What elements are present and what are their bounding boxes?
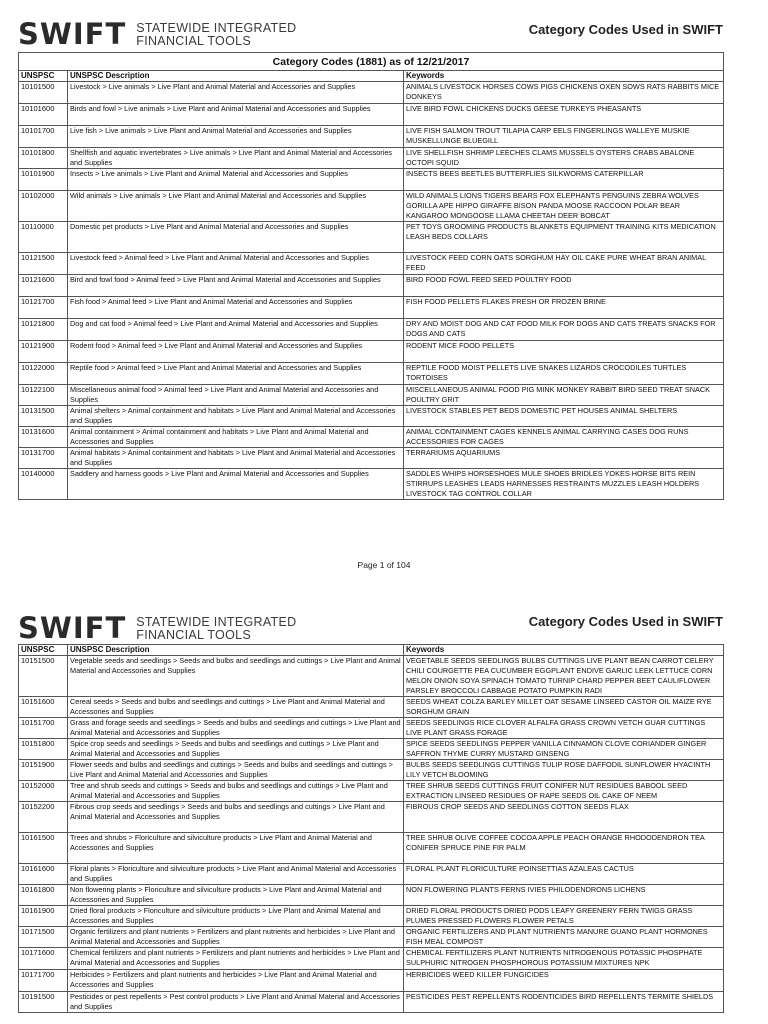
description-cell: Tree and shrub seeds and cuttings > Seeds and bulbs and seedlings and cuttings > Live Plant and Animal Material and Accessories and Supplies <box>68 781 404 802</box>
table-row <box>19 864 724 885</box>
description-cell: Herbicides > Fertilizers and plant nutrients and herbicides > Live Plant and Animal Material and Accessories and Supplies <box>68 970 404 992</box>
description-cell: Reptile food > Animal feed > Live Plant and Animal Material and Accessories and Supplies <box>68 363 404 385</box>
description-cell: Saddlery and harness goods > Live Plant and Animal Material and Accessories and Supplies <box>68 469 404 500</box>
logo-tagline-line2: FINANCIAL TOOLS <box>136 627 251 642</box>
description-cell: Shellfish and aquatic invertebrates > Live animals > Live Plant and Animal Material and Accessories and Supplies <box>68 148 404 169</box>
keywords-cell: BULBS SEEDS SEEDLINGS CUTTINGS TULIP ROSE DAFFODIL SUNFLOWER HYACINTH LILY VETCH BLOOMING <box>404 760 724 781</box>
unspsc-code-cell: 10121600 <box>19 275 68 297</box>
keywords-cell: FLORAL PLANT FLORICULTURE POINSETTIAS AZALEAS CACTUS <box>404 864 724 885</box>
table-row <box>19 253 724 275</box>
description-cell: Chemical fertilizers and plant nutrients > Fertilizers and plant nutrients and herbicides > Live Plant and Animal Material and Accessories and Supplies <box>68 948 404 970</box>
description-cell: Flower seeds and bulbs and seedlings and cuttings > Seeds and bulbs and seedlings and cuttings > Live Plant and Animal Material and Accessories and Supplies <box>68 760 404 781</box>
table-row <box>19 406 724 427</box>
keywords-cell: ORGANIC FERTILIZERS AND PLANT NUTRIENTS MANURE GUANO PLANT HORMONES FISH MEAL COMPOST <box>404 927 724 948</box>
description-cell: Floral plants > Floriculture and silviculture products > Live Plant and Animal Material and Accessories and Supplies <box>68 864 404 885</box>
description-cell: Cereal seeds > Seeds and bulbs and seedlings and cuttings > Live Plant and Animal Material and Accessories and Supplies <box>68 697 404 718</box>
unspsc-code-cell: 10122000 <box>19 363 68 385</box>
table-row <box>19 363 724 385</box>
unspsc-code-cell: 10122100 <box>19 385 68 406</box>
keywords-cell: FIBROUS CROP SEEDS AND SEEDLINGS COTTON SEEDS FLAX <box>404 802 724 833</box>
table-row <box>19 970 724 992</box>
keywords-cell: HERBICIDES WEED KILLER FUNGICIDES <box>404 970 724 992</box>
keywords-cell: INSECTS BEES BEETLES BUTTERFLIES SILKWORMS CATERPILLAR <box>404 169 724 191</box>
keywords-cell: TREE SHRUB SEEDS CUTTINGS FRUIT CONIFER NUT RESIDUES BABOOL SEED EXTRACTION LINSEED RESIDUES OF RAPE SEEDS OIL CAKE OF NEEM <box>404 781 724 802</box>
description-cell: Pesticides or pest repellents > Pest control products > Live Plant and Animal Material and Accessories and Supplies <box>68 992 404 1013</box>
unspsc-code-cell: 10101600 <box>19 104 68 126</box>
unspsc-code-cell: 10131500 <box>19 406 68 427</box>
table-row <box>19 126 724 148</box>
logo-tagline-line2: FINANCIAL TOOLS <box>136 33 251 48</box>
description-cell: Livestock > Live animals > Live Plant and Animal Material and Accessories and Supplies <box>68 82 404 104</box>
description-cell: Trees and shrubs > Floriculture and silviculture products > Live Plant and Animal Material and Accessories and Supplies <box>68 833 404 864</box>
logo-tagline-line1: STATEWIDE INTEGRATED <box>136 614 297 629</box>
column-header-keywords: Keywords <box>404 645 724 656</box>
description-cell: Vegetable seeds and seedlings > Seeds and bulbs and seedlings and cuttings > Live Plant and Animal Material and Accessories and Supplies <box>68 656 404 697</box>
description-cell: Bird and fowl food > Animal feed > Live Plant and Animal Material and Accessories and Supplies <box>68 275 404 297</box>
unspsc-code-cell: 10152200 <box>19 802 68 833</box>
table-row <box>19 191 724 222</box>
keywords-cell: LIVE BIRD FOWL CHICKENS DUCKS GEESE TURKEYS PHEASANTS <box>404 104 724 126</box>
table-row <box>19 319 724 341</box>
description-cell: Animal containment > Animal containment and habitats > Live Plant and Animal Material and Accessories and Supplies <box>68 427 404 448</box>
unspsc-code-cell: 10151800 <box>19 739 68 760</box>
table-row <box>19 718 724 739</box>
page-header <box>0 0 768 51</box>
unspsc-code-cell: 10121500 <box>19 253 68 275</box>
table-row <box>19 927 724 948</box>
keywords-cell: TERRARIUMS AQUARIUMS <box>404 448 724 469</box>
column-header-unspsc: UNSPSC <box>19 645 68 656</box>
table-row <box>19 992 724 1013</box>
table-row <box>19 760 724 781</box>
unspsc-code-cell: 10101800 <box>19 148 68 169</box>
table-body <box>19 656 724 1013</box>
keywords-cell: LIVE FISH SALMON TROUT TILAPIA CARP EELS FINGERLINGS WALLEYE MUSKIE MUSKELLUNGE BLUEGILL <box>404 126 724 148</box>
keywords-cell: SEEDS WHEAT COLZA BARLEY MILLET OAT SESAME LINSEED CASTOR OIL MAIZE RYE SORGHUM GRAIN <box>404 697 724 718</box>
table-body <box>19 82 724 500</box>
description-cell: Animal habitats > Animal containment and habitats > Live Plant and Animal Material and Accessories and Supplies <box>68 448 404 469</box>
unspsc-code-cell: 10191500 <box>19 992 68 1013</box>
unspsc-code-cell: 10151500 <box>19 656 68 697</box>
unspsc-code-cell: 10101500 <box>19 82 68 104</box>
category-codes-table <box>18 644 724 1013</box>
description-cell: Domestic pet products > Live Plant and Animal Material and Accessories and Supplies <box>68 222 404 253</box>
document-page-2 <box>0 600 768 1011</box>
unspsc-code-cell: 10101700 <box>19 126 68 148</box>
table-row <box>19 222 724 253</box>
keywords-cell: NON FLOWERING PLANTS FERNS IVIES PHILODENDRONS LICHENS <box>404 885 724 906</box>
swift-logo <box>18 611 297 645</box>
description-cell: Fish food > Animal feed > Live Plant and Animal Material and Accessories and Supplies <box>68 297 404 319</box>
table-row <box>19 148 724 169</box>
column-header-description: UNSPSC Description <box>68 645 404 656</box>
keywords-cell: BIRD FOOD FOWL FEED SEED POULTRY FOOD <box>404 275 724 297</box>
column-header-keywords: Keywords <box>404 71 724 82</box>
keywords-cell: SPICE SEEDS SEEDLINGS PEPPER VANILLA CINNAMON CLOVE CORIANDER GINGER SAFFRON THYME CURRY MUSTARD GINSENG <box>404 739 724 760</box>
unspsc-code-cell: 10140000 <box>19 469 68 500</box>
unspsc-code-cell: 10131700 <box>19 448 68 469</box>
logo-tagline <box>136 616 296 642</box>
keywords-cell: PESTICIDES PEST REPELLENTS RODENTICIDES BIRD REPELLENTS TERMITE SHIELDS <box>404 992 724 1013</box>
keywords-cell: LIVESTOCK STABLES PET BEDS DOMESTIC PET HOUSES ANIMAL SHELTERS <box>404 406 724 427</box>
table-row <box>19 448 724 469</box>
table-row <box>19 341 724 363</box>
table-row <box>19 104 724 126</box>
swift-logo <box>18 17 297 51</box>
keywords-cell: MISCELLANEOUS ANIMAL FOOD PIG MINK MONKEY RABBIT BIRD SEED TREAT SNACK POULTRY GRIT <box>404 385 724 406</box>
unspsc-code-cell: 10161900 <box>19 906 68 927</box>
keywords-cell: SADDLES WHIPS HORSESHOES MULE SHOES BRIDLES YOKES HORSE BITS REIN STIRRUPS LEASHES LEADS HARNESSES RESTRAINTS MUZZLES LEASH HOLDERS LIVESTOCK TAG CONTROL COLLAR <box>404 469 724 500</box>
page-number: Page 1 of 104 <box>357 560 411 570</box>
description-cell: Dried floral products > Floriculture and silviculture products > Live Plant and Animal Material and Accessories and Supplies <box>68 906 404 927</box>
table-row <box>19 656 724 697</box>
table-row <box>19 297 724 319</box>
table-row <box>19 427 724 448</box>
keywords-cell: TREE SHRUB OLIVE COFFEE COCOA APPLE PEACH ORANGE RHODODENDRON TEA CONIFER SPRUCE PINE FIR PALM <box>404 833 724 864</box>
description-cell: Dog and cat food > Animal feed > Live Plant and Animal Material and Accessories and Supplies <box>68 319 404 341</box>
page-title: Category Codes Used in SWIFT <box>528 22 723 37</box>
keywords-cell: ANIMAL CONTAINMENT CAGES KENNELS ANIMAL CARRYING CASES DOG RUNS ACCESSORIES FOR CAGES <box>404 427 724 448</box>
table-row <box>19 82 724 104</box>
description-cell: Animal shelters > Animal containment and habitats > Live Plant and Animal Material and Accessories and Supplies <box>68 406 404 427</box>
unspsc-code-cell: 10171700 <box>19 970 68 992</box>
keywords-cell: DRY AND MOIST DOG AND CAT FOOD MILK FOR DOGS AND CATS TREATS SNACKS FOR DOGS AND CATS <box>404 319 724 341</box>
keywords-cell: CHEMICAL FERTILIZERS PLANT NUTRIENTS NITROGENOUS POTASSIC PHOSPHATE SULPHURIC NITROGEN PHOSPHOROUS POTASSIUM MIXTURES NPK <box>404 948 724 970</box>
table-row <box>19 833 724 864</box>
description-cell: Organic fertilizers and plant nutrients > Fertilizers and plant nutrients and herbicides > Live Plant and Animal Material and Accessories and Supplies <box>68 927 404 948</box>
keywords-cell: WILD ANIMALS LIONS TIGERS BEARS FOX ELEPHANTS PENGUINS ZEBRA WOLVES GORILLA APE HIPPO GIRAFFE BISON PANDA MOOSE RACCOON POLAR BEAR KANGAROO MONGOOSE LLAMA CHEETAH DEER BOBCAT <box>404 191 724 222</box>
unspsc-code-cell: 10151900 <box>19 760 68 781</box>
unspsc-code-cell: 10151700 <box>19 718 68 739</box>
unspsc-code-cell: 10121800 <box>19 319 68 341</box>
description-cell: Fibrous crop seeds and seedlings > Seeds and bulbs and seedlings and cuttings > Live Plant and Animal Material and Accessories and Supplies <box>68 802 404 833</box>
table-row <box>19 697 724 718</box>
keywords-cell: VEGETABLE SEEDS SEEDLINGS BULBS CUTTINGS LIVE PLANT BEAN CARROT CELERY CHILI COURGETTE PEA CUCUMBER EGGPLANT ENDIVE GARLIC LEEK LETTUCE CORN MELON ONION SOYA SPINACH TOMATO TURNIP CHARD PEPPER BEET CAULIFLOWER PARSLEY BROCCOLI CABBAGE POTATO PUMPKIN RADI <box>404 656 724 697</box>
unspsc-code-cell: 10110000 <box>19 222 68 253</box>
unspsc-code-cell: 10101900 <box>19 169 68 191</box>
unspsc-code-cell: 10152000 <box>19 781 68 802</box>
logo-tagline <box>136 22 296 48</box>
description-cell: Miscellaneous animal food > Animal feed > Live Plant and Animal Material and Accessories and Supplies <box>68 385 404 406</box>
description-cell: Insects > Live animals > Live Plant and Animal Material and Accessories and Supplies <box>68 169 404 191</box>
table-row <box>19 781 724 802</box>
column-header-description: UNSPSC Description <box>68 71 404 82</box>
description-cell: Grass and forage seeds and seedlings > Seeds and bulbs and seedlings and cuttings > Live Plant and Animal Material and Accessories and Supplies <box>68 718 404 739</box>
column-header-unspsc: UNSPSC <box>19 71 68 82</box>
logo-wordmark: SWIFT <box>18 611 127 645</box>
unspsc-code-cell: 10161500 <box>19 833 68 864</box>
table-row <box>19 169 724 191</box>
description-cell: Wild animals > Live animals > Live Plant and Animal Material and Accessories and Supplies <box>68 191 404 222</box>
table-row <box>19 802 724 833</box>
description-cell: Birds and fowl > Live animals > Live Plant and Animal Material and Accessories and Supplies <box>68 104 404 126</box>
description-cell: Rodent food > Animal feed > Live Plant and Animal Material and Accessories and Supplies <box>68 341 404 363</box>
page-title: Category Codes Used in SWIFT <box>528 614 723 629</box>
unspsc-code-cell: 10121700 <box>19 297 68 319</box>
table-row <box>19 885 724 906</box>
table-row <box>19 739 724 760</box>
unspsc-code-cell: 10171600 <box>19 948 68 970</box>
table-caption: Category Codes (1881) as of 12/21/2017 <box>19 53 724 71</box>
unspsc-code-cell: 10161600 <box>19 864 68 885</box>
keywords-cell: FISH FOOD PELLETS FLAKES FRESH OR FROZEN BRINE <box>404 297 724 319</box>
category-codes-table <box>18 52 724 500</box>
unspsc-code-cell: 10151600 <box>19 697 68 718</box>
keywords-cell: LIVESTOCK FEED CORN OATS SORGHUM HAY OIL CAKE PURE WHEAT BRAN ANIMAL FEED <box>404 253 724 275</box>
unspsc-code-cell: 10121900 <box>19 341 68 363</box>
unspsc-code-cell: 10102000 <box>19 191 68 222</box>
keywords-cell: RODENT MICE FOOD PELLETS <box>404 341 724 363</box>
table-row <box>19 469 724 500</box>
table-row <box>19 385 724 406</box>
logo-wordmark: SWIFT <box>18 17 127 51</box>
table-row <box>19 275 724 297</box>
keywords-cell: LIVE SHELLFISH SHRIMP LEECHES CLAMS MUSSELS OYSTERS CRABS ABALONE OCTOPI SQUID <box>404 148 724 169</box>
description-cell: Non flowering plants > Floriculture and silviculture products > Live Plant and Animal Material and Accessories and Supplies <box>68 885 404 906</box>
unspsc-code-cell: 10131600 <box>19 427 68 448</box>
keywords-cell: ANIMALS LIVESTOCK HORSES COWS PIGS CHICKENS OXEN SOWS RATS RABBITS MICE DONKEYS <box>404 82 724 104</box>
unspsc-code-cell: 10171500 <box>19 927 68 948</box>
page-header <box>0 600 768 648</box>
description-cell: Spice crop seeds and seedlings > Seeds and bulbs and seedlings and cuttings > Live Plant and Animal Material and Accessories and Supplies <box>68 739 404 760</box>
keywords-cell: DRIED FLORAL PRODUCTS DRIED PODS LEAFY GREENERY FERN TWIGS GRASS PLUMES PRESSED FLOWERS FLOWER PETALS <box>404 906 724 927</box>
keywords-cell: SEEDS SEEDLINGS RICE CLOVER ALFALFA GRASS CROWN VETCH GUAR CUTTINGS LIVE PLANT GRASS FORAGE <box>404 718 724 739</box>
logo-tagline-line1: STATEWIDE INTEGRATED <box>136 20 297 35</box>
description-cell: Livestock feed > Animal feed > Live Plant and Animal Material and Accessories and Supplies <box>68 253 404 275</box>
table-row <box>19 948 724 970</box>
unspsc-code-cell: 10161800 <box>19 885 68 906</box>
keywords-cell: REPTILE FOOD MOIST PELLETS LIVE SNAKES LIZARDS CROCODILES TURTLES TORTOISES <box>404 363 724 385</box>
keywords-cell: PET TOYS GROOMING PRODUCTS BLANKETS EQUIPMENT TRAINING KITS MEDICATION LEASH BEDS COLLARS <box>404 222 724 253</box>
table-row <box>19 906 724 927</box>
description-cell: Live fish > Live animals > Live Plant and Animal Material and Accessories and Supplies <box>68 126 404 148</box>
